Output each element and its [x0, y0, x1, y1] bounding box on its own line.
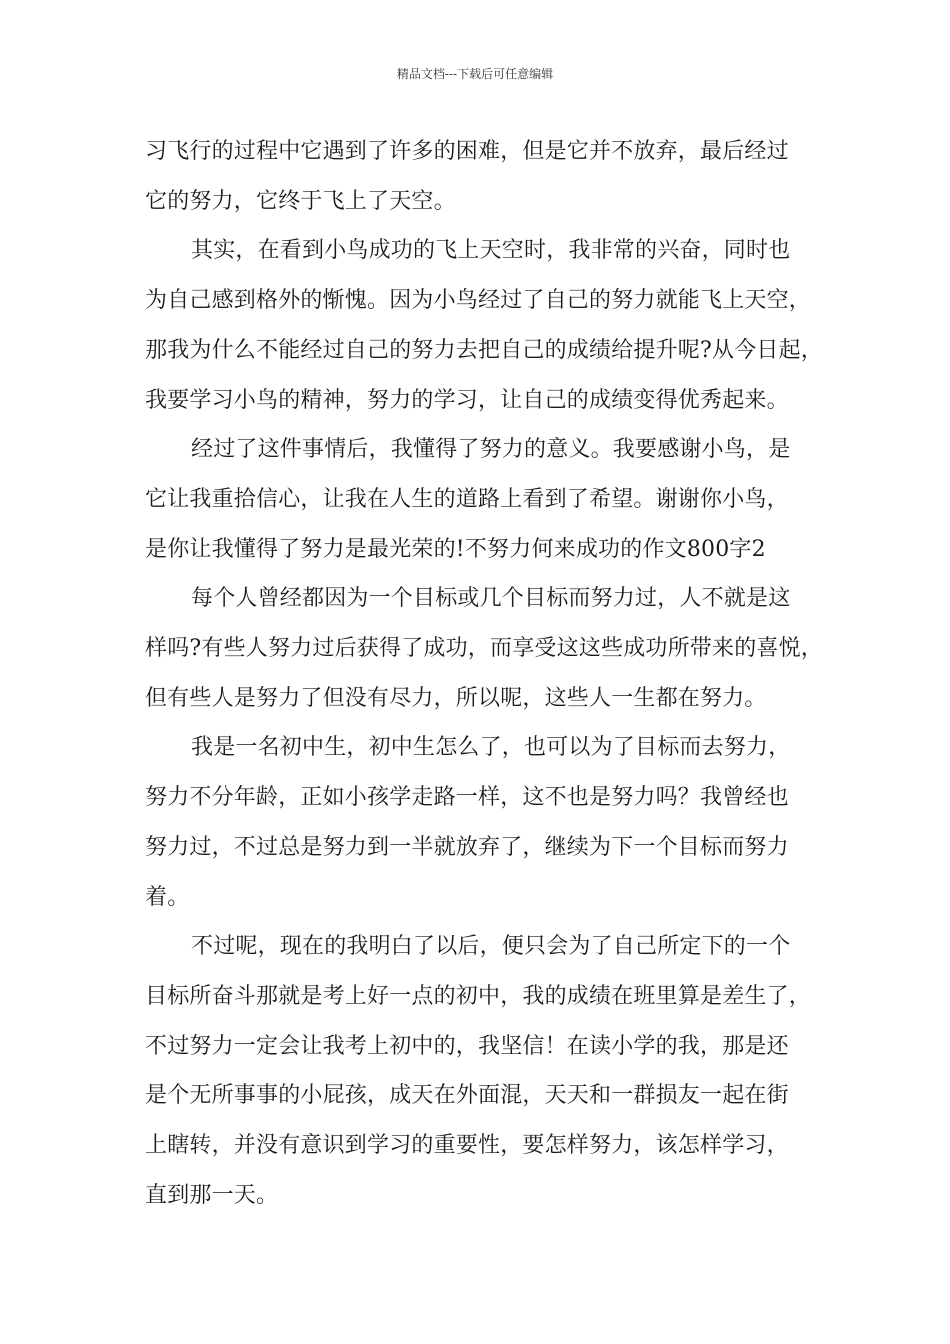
- text-line: 是个无所事事的小屁孩，成天在外面混，天天和一群损友一起在街: [145, 1083, 789, 1109]
- text-line: 不过呢，现在的我明白了以后，便只会为了自己所定下的一个: [191, 934, 791, 960]
- text-line: 不过努力一定会让我考上初中的，我坚信！在读小学的我，那是还: [145, 1033, 789, 1059]
- text-line: 我是一名初中生，初中生怎么了，也可以为了目标而去努力，: [191, 735, 791, 761]
- text-line: 直到那一天。: [145, 1182, 279, 1208]
- text-line: 为自己感到格外的惭愧。因为小鸟经过了自己的努力就能飞上天空，: [145, 288, 812, 314]
- text-line: 目标所奋斗那就是考上好一点的初中，我的成绩在班里算是差生了，: [145, 983, 812, 1009]
- text-line: 上瞎转，并没有意识到学习的重要性，要怎样努力，该怎样学习，: [145, 1133, 789, 1158]
- text-line: 努力过，不过总是努力到一半就放弃了，继续为下一个目标而努力: [145, 834, 789, 860]
- text-line: 那我为什么不能经过自己的努力去把自己的成绩给提升呢?从今日起，: [145, 337, 823, 363]
- text-line: 其实，在看到小鸟成功的飞上天空时，我非常的兴奋，同时也: [191, 238, 791, 264]
- text-line: 它让我重拾信心，让我在人生的道路上看到了希望。谢谢你小鸟，: [145, 486, 789, 512]
- text-line: 着。: [145, 884, 190, 910]
- page-header: 精品文档---下载后可任意编辑: [396, 67, 554, 81]
- text-line: 每个人曾经都因为一个目标或几个目标而努力过，人不就是这: [191, 586, 791, 612]
- text-line: 但有些人是努力了但没有尽力，所以呢，这些人一生都在努力。: [145, 685, 767, 711]
- text-line: 经过了这件事情后，我懂得了努力的意义。我要感谢小鸟，是: [191, 437, 791, 463]
- text-line: 是你让我懂得了努力是最光荣的!不努力何来成功的作文800字2: [145, 536, 766, 562]
- text-line: 我要学习小鸟的精神，努力的学习，让自己的成绩变得优秀起来。: [145, 387, 789, 413]
- text-line: 样吗?有些人努力过后获得了成功，而享受这这些成功所带来的喜悦，: [145, 636, 823, 661]
- text-line: 习飞行的过程中它遇到了许多的困难，但是它并不放弃，最后经过: [145, 139, 789, 164]
- text-line: 努力不分年龄，正如小孩学走路一样，这不也是努力吗？我曾经也: [145, 785, 789, 811]
- text-line: 它的努力，它终于飞上了天空。: [145, 188, 456, 214]
